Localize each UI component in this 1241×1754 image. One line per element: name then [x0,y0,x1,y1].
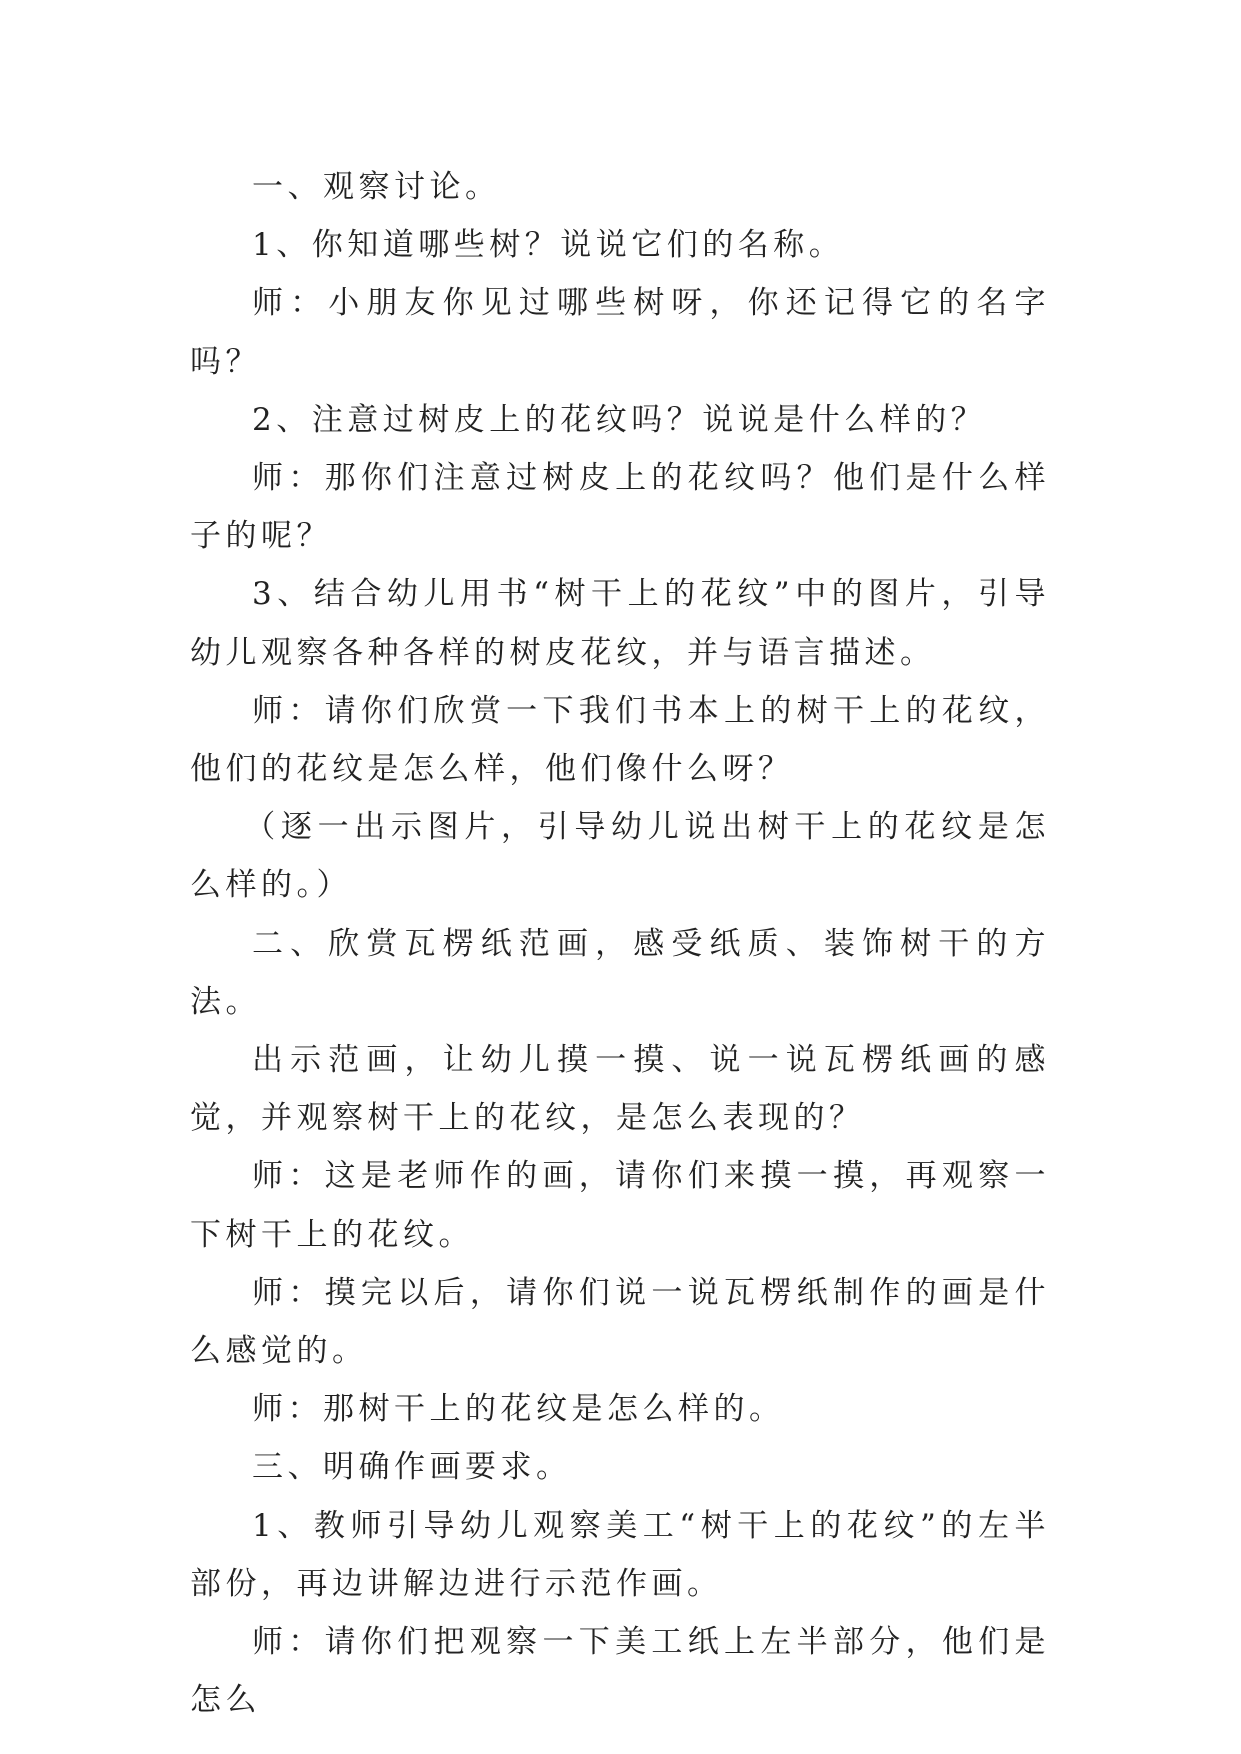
document-body [190,158,1050,1729]
paragraph: 师：小朋友你见过哪些树呀，你还记得它的名字吗？ [190,285,1050,380]
paragraph: （逐一出示图片，引导幼儿说出树干上的花纹是怎么样的。） [190,809,1050,904]
section-heading: 二、欣赏瓦楞纸范画，感受纸质、装饰树干的方法。 [190,925,1050,1020]
paragraph: 师：请你们欣赏一下我们书本上的树干上的花纹，他们的花纹是怎么样，他们像什么呀？ [190,692,1050,788]
paragraph: 师：请你们把观察一下美工纸上左半部分，他们是怎么 [190,1624,1050,1719]
paragraph: 2、注意过树皮上的花纹吗？说说是什么样的？ [252,401,987,438]
paragraph: 师：这是老师作的画，请你们来摸一摸，再观察一下树干上的花纹。 [190,1158,1050,1253]
section-heading: 三、明确作画要求。 [252,1449,572,1486]
paragraph: 3、结合幼儿用书“树干上的花纹”中的图片，引导幼儿观察各种各样的树皮花纹，并与语言描述。 [190,576,1050,671]
paragraph: 师：那树干上的花纹是怎么样的。 [252,1391,785,1428]
paragraph: 1、你知道哪些树？说说它们的名称。 [252,227,845,264]
paragraph: 出示范画，让幼儿摸一摸、说一说瓦楞纸画的感觉，并观察树干上的花纹，是怎么表现的？ [190,1042,1050,1137]
paragraph: 1、教师引导幼儿观察美工“树干上的花纹”的左半部份，再边讲解边进行示范作画。 [190,1507,1050,1602]
section-heading: 一、观察讨论。 [252,169,501,205]
paragraph: 师：那你们注意过树皮上的花纹吗？他们是什么样子的呢？ [190,460,1050,555]
paragraph: 师：摸完以后，请你们说一说瓦楞纸制作的画是什么感觉的。 [190,1274,1050,1370]
